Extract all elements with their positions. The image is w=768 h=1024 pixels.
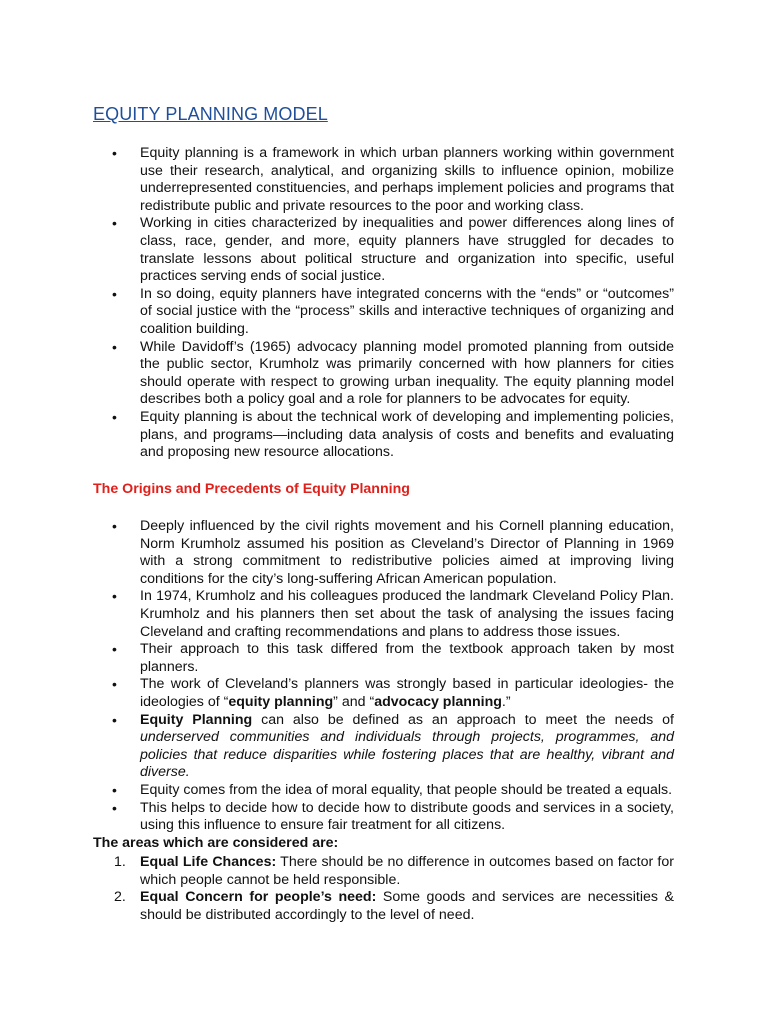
list-item: • Working in cities characterized by inequalities and power differences along lines of class, race, gender, and more, equity planners have struggled for decades to translate lessons about political structure and organization into specific, useful practices serving ends of social justice. [0, 215, 768, 285]
areas-heading: The areas which are considered are: [93, 835, 339, 851]
list-item: • In 1974, Krumholz and his colleagues produced the landmark Cleveland Policy Plan. Krumholz and his planners then set about the task of analysing the issues facing Cleveland and crafting recommendations and plans to address those issues. [0, 588, 768, 641]
area-item: 1. Equal Life Chances: There should be no difference in outcomes based on factor for which people cannot be held responsible. [114, 854, 674, 888]
list-item: • In so doing, equity planners have integrated concerns with the “ends” or “outcomes” of social justice with the “process” skills and interactive techniques of organizing and coalition building. [0, 286, 768, 339]
areas-numbered-list [0, 854, 768, 924]
list-item: • Their approach to this task differed from the textbook approach taken by most planners. [0, 641, 768, 676]
list-item: • Equity planning is about the technical work of developing and implementing policies, plans, and programs—including data analysis of costs and benefits and evaluating and proposing new resource allocations. [0, 409, 768, 462]
item-number: 1. [114, 854, 126, 870]
document-title: EQUITY PLANNING MODEL [93, 104, 328, 124]
list-item: • Deeply influenced by the civil rights movement and his Cornell planning education, Norm Krumholz assumed his position as Cleveland’s Director of Planning in 1969 with a strong commitment to redistributive policies aimed at improving living conditions for the city’s long-suffering African American population. [0, 518, 768, 588]
list-item: • Equity planning is a framework in which urban planners working within government use their research, analytical, and organizing skills to influence opinion, mobilize underrepresented constituencies, and perhaps implement policies and programs that redistribute public and private resources to the poor and working class. [0, 145, 768, 215]
item-number: 2. [114, 889, 126, 906]
list-item: • This helps to decide how to decide how to distribute goods and services in a society, using this influence to ensure fair treatment for all citizens. [0, 800, 768, 835]
list-item: • While Davidoff’s (1965) advocacy planning model promoted planning from outside the public sector, Krumholz was primarily concerned with how planners for cities should operate with respect to growing urban inequality. The equity planning model describes both a policy goal and a role for planners to be advocates for equity. [0, 339, 768, 409]
section-heading: The Origins and Precedents of Equity Planning [93, 481, 410, 497]
list-item-ideologies: • The work of Cleveland’s planners was strongly based in particular ideologies- the ideologies of “equity planning” and “advocacy planning.” [0, 676, 768, 711]
origins-bullet-list [0, 518, 768, 835]
intro-bullet-list [0, 145, 768, 462]
list-item-definition: • Equity Planning can also be defined as an approach to meet the needs of underserved communities and individuals through projects, programmes, and policies that reduce disparities while fostering places that are healthy, vibrant and diverse. [0, 712, 768, 782]
list-item: • Equity comes from the idea of moral equality, that people should be treated a equals. [0, 782, 768, 800]
area-item: 2. Equal Concern for people’s need: Some goods and services are necessities & should be distributed accordingly to the level of need. [114, 889, 675, 923]
